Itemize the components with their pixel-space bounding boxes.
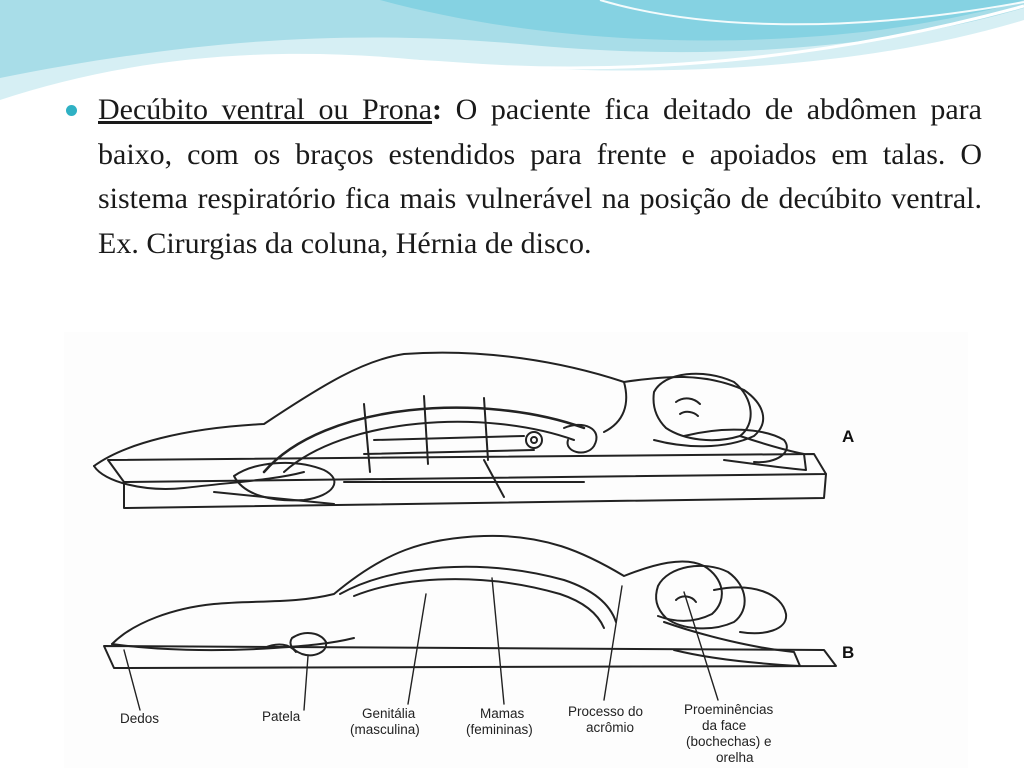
panel-b-label: B [842,643,855,662]
label-dedos: Dedos [120,711,160,726]
bullet-item [62,88,982,266]
label-proeminencias-3: (bochechas) e [686,734,772,749]
label-processo-2: acrômio [586,720,635,735]
label-proeminencias-2: da face [702,718,747,733]
prone-position-figure [64,332,968,768]
label-processo-1: Processo do [568,704,644,719]
illustration-panel-b [104,536,836,710]
label-mamas-2: (femininas) [466,722,533,737]
body-text: O paciente fica deitado de abdômen para baixo, com os braços estendidos para frente e apoiados em talas. O sistema respiratório fica mais vulnerável na posição de decúbito ventral. Ex. Cirurgias da coluna, Hérnia de disco. [98,93,982,260]
panel-a-label: A [842,427,855,446]
label-genitalia-2: (masculina) [350,722,420,737]
bullet-dot-icon [66,105,77,116]
illustration-panel-a [94,353,826,508]
label-proeminencias-1: Proeminências [684,702,774,717]
figure-drawing [64,332,968,768]
label-proeminencias-4: orelha [716,750,754,765]
label-patela: Patela [262,709,301,724]
bullet-paragraph [98,88,982,266]
term-colon: : [432,93,443,126]
term-heading: Decúbito ventral ou Prona [98,93,433,126]
label-mamas-1: Mamas [480,706,525,721]
label-genitalia-1: Genitália [362,706,416,721]
